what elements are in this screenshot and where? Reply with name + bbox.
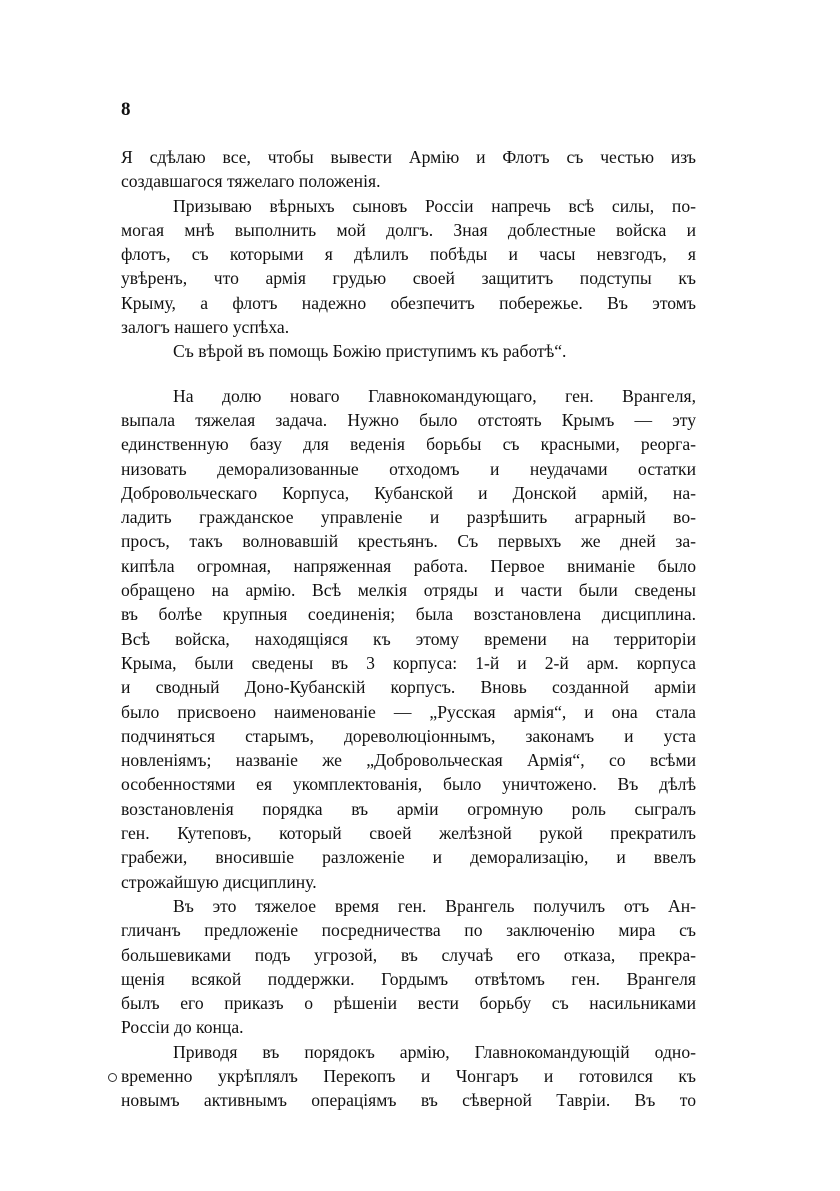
text-line: ладить гражданское управленіе и разрѣшить аграрный во- — [121, 507, 696, 528]
text-line: создавшагося тяжелаго положенія. — [121, 171, 381, 192]
text-line: залогъ нашего успѣха. — [121, 317, 290, 338]
text-line: могая мнѣ выполнить мой долгъ. Зная доблестные войска и — [121, 219, 696, 240]
text-line: Въ это тяжелое время ген. Врангель получилъ отъ Ан- — [173, 895, 696, 916]
text-line: Россіи до конца. — [121, 1017, 244, 1038]
text-line: грабежи, вносившіе разложеніе и деморализацію, и ввелъ — [121, 847, 696, 868]
text-line: возстановленія порядка въ арміи огромную роль сыгралъ — [121, 798, 696, 819]
text-line: особенностями ея укомплектованія, было уничтожено. Въ дѣлѣ — [121, 774, 696, 795]
text-line: Всѣ войска, находящіяся къ этому времени на территоріи — [121, 628, 696, 649]
text-line: былъ его приказъ о рѣшеніи вести борьбу съ насильниками — [121, 993, 696, 1014]
text-line: низовать деморализованные отходомъ и неудачами остатки — [121, 458, 696, 479]
text-line: щенія всякой поддержки. Гордымъ отвѣтомъ ген. Врангеля — [121, 968, 696, 989]
text-line: Призываю вѣрныхъ сыновъ Россіи напречь всѣ силы, по- — [173, 195, 696, 216]
text-line: новленіямъ; названіе же „Добровольческая Армія“, со всѣми — [121, 750, 696, 771]
text-line: Я сдѣлаю все, чтобы вывести Армію и Флотъ съ честью изъ — [121, 147, 696, 167]
text-line: строжайшую дисциплину. — [121, 871, 317, 892]
text-line: Добровольческаго Корпуса, Кубанской и Донской армій, на- — [121, 482, 696, 503]
text-line: новымъ активнымъ операціямъ въ сѣверной Тавріи. Въ то — [121, 1090, 696, 1111]
text-line: Приводя въ порядокъ армію, Главнокомандующій одно- — [173, 1041, 696, 1062]
text-line: Крыма, были сведены въ 3 корпуса: 1-й и 2-й арм. корпуса — [121, 652, 696, 673]
text-line: кипѣла огромная, напряженная работа. Первое вниманіе было — [121, 555, 696, 576]
text-line: подчиняться старымъ, дореволюціоннымъ, законамъ и уста — [121, 725, 696, 746]
text-line: флотъ, съ которыми я дѣлилъ побѣды и часы невзгодъ, я — [121, 244, 696, 265]
text-line: большевиками подъ угрозой, въ случаѣ его отказа, прекра- — [121, 944, 696, 965]
text-line: гличанъ предложеніе посредничества по заключенію мира съ — [121, 920, 696, 941]
text-line: ген. Кутеповъ, который своей желѣзной рукой прекратилъ — [121, 823, 696, 844]
text-line: единственную базу для веденія борьбы съ красными, реорга- — [121, 434, 696, 455]
text-line: въ болѣе крупныя соединенія; была возстановлена дисциплина. — [121, 604, 696, 625]
body-text — [121, 145, 696, 1113]
margin-mark — [108, 1073, 117, 1082]
text-line: Съ вѣрой въ помощь Божію приступимъ къ работѣ“. — [173, 341, 567, 362]
text-line: было присвоено наименованіе — „Русская армія“, и она стала — [121, 701, 696, 722]
text-line: и сводный Доно-Кубанскій корпусъ. Вновь созданной арміи — [121, 677, 696, 698]
text-line: временно укрѣплялъ Перекопъ и Чонгаръ и готовился къ — [121, 1065, 696, 1086]
text-line: обращено на армію. Всѣ мелкія отряды и части были сведены — [121, 580, 696, 601]
text-line: просъ, такъ волновавшій крестьянъ. Съ первыхъ же дней за- — [121, 531, 696, 552]
text-line: выпала тяжелая задача. Нужно было отстоять Крымъ — эту — [121, 409, 696, 430]
text-line: На долю новаго Главнокомандующаго, ген. Врангеля, — [173, 385, 696, 406]
text-line: Крыму, а флотъ надежно обезпечитъ побережье. Въ этомъ — [121, 292, 696, 313]
page-number: 8 — [121, 99, 131, 120]
text-line: увѣренъ, что армія грудью своей защититъ подступы къ — [121, 268, 696, 289]
